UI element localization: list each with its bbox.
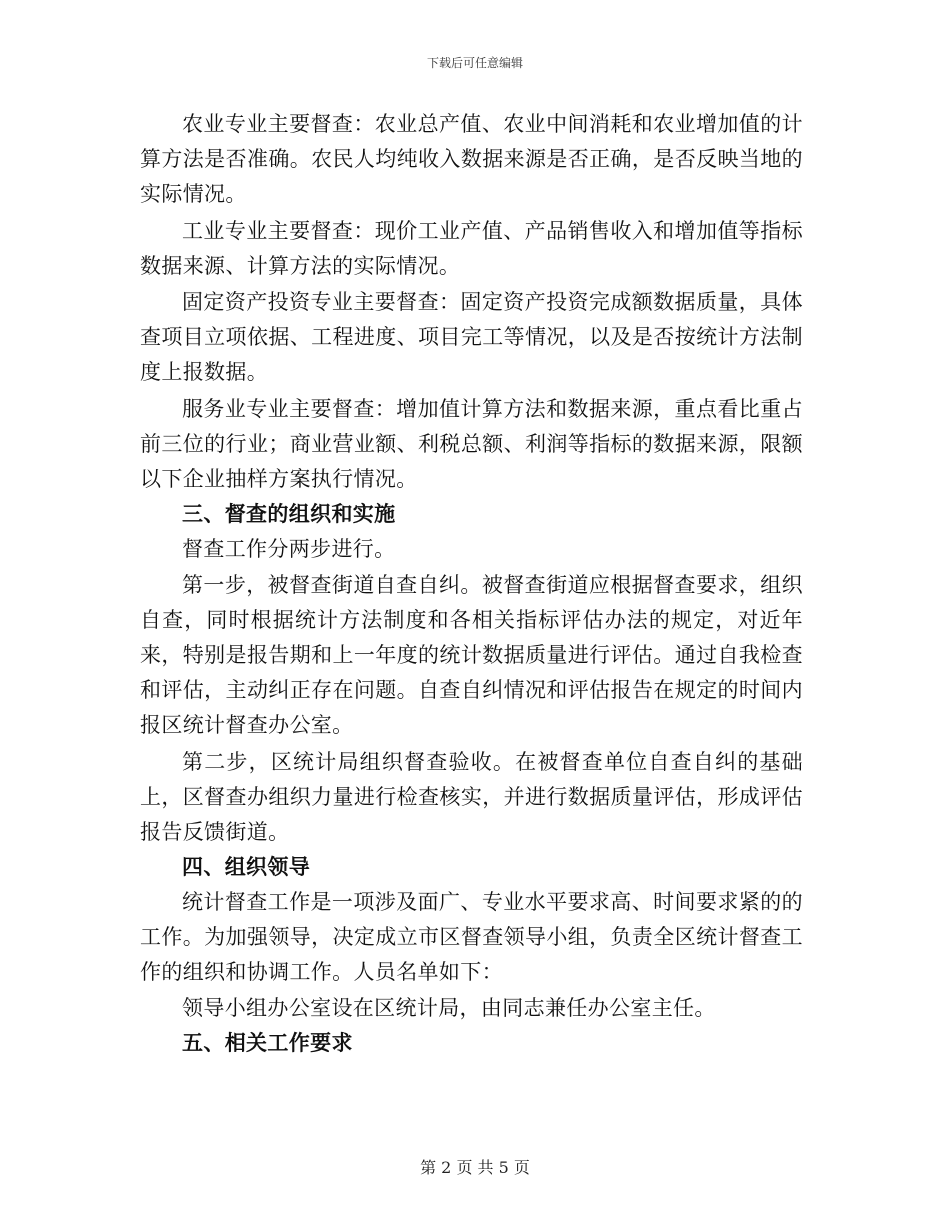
paragraph-office: 领导小组办公室设在区统计局，由同志兼任办公室主任。 <box>182 996 716 1020</box>
paragraph-leadership: 统计督查工作是一项涉及面广、专业水平要求高、时间要求紧的的工作。为加强领导，决定成立市区督查领导小组，负责全区统计督查工作的组织和协调工作。人员名单如下： <box>140 889 803 984</box>
paragraph-step-one: 第一步，被督查街道自查自纠。被督查街道应根据督查要求，组织自查，同时根据统计方法制度和各相关指标评估办法的规定，对近年来，特别是报告期和上一年度的统计数据质量进行评估。通过自我检查和评估，主动纠正存在问题。自查自纠情况和评估报告在规定的时间内报区统计督查办公室。 <box>140 573 803 737</box>
document-body <box>140 107 803 1061</box>
page-number: 第 2 页 共 5 页 <box>420 1158 530 1177</box>
paragraph-services: 服务业专业主要督查：增加值计算方法和数据来源，重点看比重占前三位的行业；商业营业额、利税总额、利润等指标的数据来源，限额以下企业抽样方案执行情况。 <box>140 396 803 491</box>
paragraph-agriculture: 农业专业主要督查：农业总产值、农业中间消耗和农业增加值的计算方法是否准确。农民人均纯收入数据来源是否正确，是否反映当地的实际情况。 <box>140 112 803 206</box>
paragraph-fixed-assets: 固定资产投资专业主要督查：固定资产投资完成额数据质量，具体查项目立项依据、工程进度、项目完工等情况，以及是否按统计方法制度上报数据。 <box>140 290 803 384</box>
paragraph-step-two: 第二步，区统计局组织督查验收。在被督查单位自查自纠的基础上，区督查办组织力量进行检查核实，并进行数据质量评估，形成评估报告反馈街道。 <box>140 749 803 844</box>
section-heading-4: 四、组织领导 <box>182 854 311 879</box>
section-heading-5: 五、相关工作要求 <box>182 1031 353 1055</box>
paragraph-two-steps: 督查工作分两步进行。 <box>182 536 396 561</box>
section-heading-3: 三、督查的组织和实施 <box>182 501 396 526</box>
paragraph-industry: 工业专业主要督查：现价工业产值、产品销售收入和增加值等指标数据来源、计算方法的实际情况。 <box>140 218 803 278</box>
page-header-note: 下载后可任意编辑 <box>426 56 523 70</box>
